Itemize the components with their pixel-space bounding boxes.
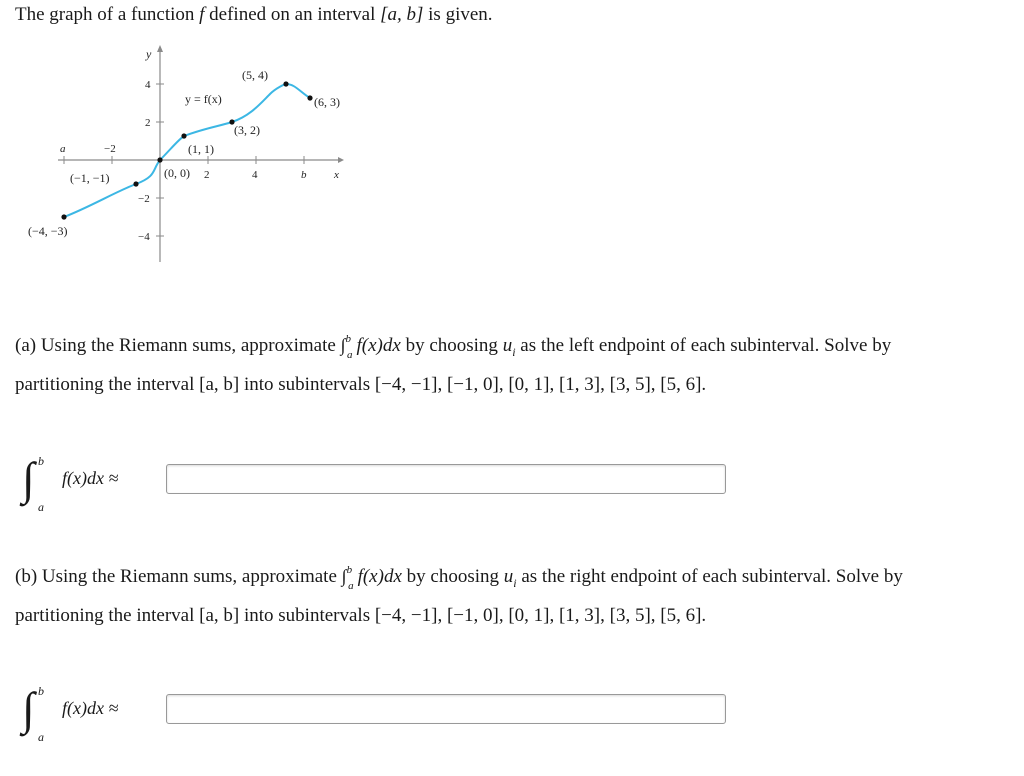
point-minus1-minus1 — [133, 181, 138, 186]
part-b-inline-integral: ∫$^b_a$ — [341, 564, 354, 592]
integral-expression: f(x)dx ≈ — [62, 698, 119, 718]
intro-function-name: f — [199, 4, 205, 25]
part-b-integral-label — [18, 683, 158, 744]
part-a-integral-label — [18, 453, 158, 514]
part-b-line2: partitioning the interval [a, b] into subintervals [−4, −1], [−1, 0], [0, 1], [1, 3], [3, 5], [5, 6]. — [15, 604, 707, 626]
x-tick-label-4: 4 — [252, 169, 258, 181]
part-a-integrand: f(x)dx — [356, 335, 401, 356]
part-a-var-sub: i — [512, 344, 516, 359]
part-b-var: u — [503, 566, 514, 587]
point-0-0 — [157, 157, 162, 162]
part-b-text-after: by choosing — [401, 566, 504, 587]
integral-sign: ∫ — [22, 683, 35, 734]
part-a-var: u — [502, 335, 513, 356]
label-minus1-minus1: (−1, −1) — [70, 171, 110, 185]
part-a-answer-input[interactable] — [166, 464, 726, 494]
label-0-0: (0, 0) — [164, 166, 190, 180]
intro-before: The graph of a function — [15, 4, 200, 25]
label-minus4-minus3: (−4, −3) — [28, 224, 68, 238]
part-a-inline-integral: ∫$^b_a$ — [340, 333, 353, 361]
part-a-line2: partitioning the interval [a, b] into subintervals [−4, −1], [−1, 0], [0, 1], [1, 3], [3, 5], [5, 6]. — [15, 373, 707, 395]
y-tick-label-minus2: −2 — [138, 193, 150, 205]
integral-lower: a — [38, 730, 44, 744]
part-a-question — [15, 326, 1005, 400]
integral-expression: f(x)dx ≈ — [62, 468, 119, 488]
point-6-3 — [307, 95, 312, 100]
y-tick-label-4: 4 — [145, 79, 151, 91]
part-a-label: (a) Using the Riemann sums, approximate — [15, 335, 341, 356]
integral-upper: b — [38, 684, 44, 698]
integral-upper: b — [38, 454, 44, 468]
part-a-text-after: by choosing — [400, 335, 503, 356]
x-axis-label: x — [334, 169, 339, 181]
y-axis-label: y — [146, 47, 152, 61]
intro-after: is given. — [423, 4, 493, 25]
intro-interval: [a, b] — [380, 4, 424, 25]
function-graph — [20, 42, 360, 272]
intro-middle: defined on an interval — [204, 4, 381, 25]
x-tick-label-a: a — [60, 143, 66, 155]
point-minus4-minus3 — [61, 214, 66, 219]
y-tick-label-2: 2 — [145, 117, 151, 129]
point-1-1 — [181, 133, 186, 138]
intro-text — [15, 4, 493, 26]
part-b-answer-input[interactable] — [166, 694, 726, 724]
label-5-4: (5, 4) — [242, 68, 268, 82]
x-tick-label-minus2: −2 — [104, 143, 116, 155]
point-5-4 — [283, 81, 288, 86]
label-1-1: (1, 1) — [188, 142, 214, 156]
x-tick-label-b: b — [301, 169, 307, 181]
part-b-integrand: f(x)dx — [357, 566, 402, 587]
x-axis-arrow — [338, 157, 344, 163]
part-a-text-end: as the left endpoint of each subinterval. Solve by — [515, 335, 892, 356]
part-b-var-sub: i — [513, 575, 517, 590]
label-3-2: (3, 2) — [234, 123, 260, 137]
x-tick-label-2: 2 — [204, 169, 210, 181]
y-tick-label-minus4: −4 — [138, 231, 150, 243]
label-6-3: (6, 3) — [314, 95, 340, 109]
curve-label: y = f(x) — [185, 92, 222, 106]
part-b-label: (b) Using the Riemann sums, approximate — [15, 566, 342, 587]
y-axis-arrow — [157, 45, 163, 52]
integral-sign: ∫ — [22, 453, 35, 504]
integral-lower: a — [38, 500, 44, 514]
part-b-question — [15, 557, 1005, 631]
part-b-text-end: as the right endpoint of each subinterval. Solve by — [516, 566, 903, 587]
